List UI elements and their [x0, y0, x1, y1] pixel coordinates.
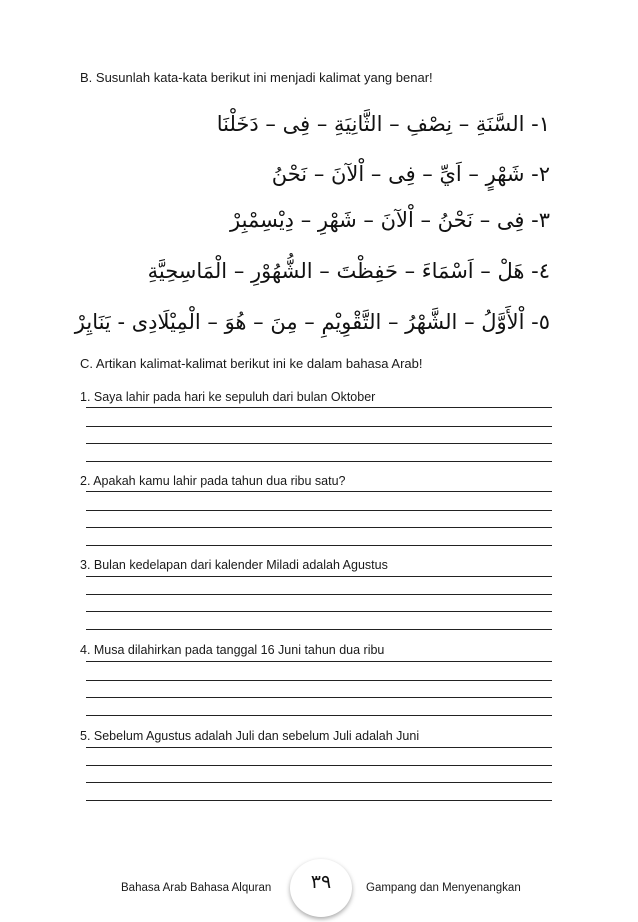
question-5: 5. Sebelum Agustus adalah Juli dan sebelum Juli adalah Juni [80, 729, 420, 743]
answer-line [86, 461, 552, 462]
answer-line [86, 527, 552, 528]
arabic-exercise-4: ٤- هَلْ – اَسْمَاءَ – حَفِظْتَ – الشُّهُوْرِ – الْمَاسِحِيَّةِ [147, 259, 550, 283]
answer-line [86, 715, 552, 716]
answer-line [86, 545, 552, 546]
arabic-exercise-2: ٢- شَهْرٍ – اَيِّ – فِى – اْلآنَ – نَحْنُ [271, 162, 550, 186]
answer-line [86, 594, 552, 595]
answer-line [86, 782, 552, 783]
answer-line [86, 611, 552, 612]
section-b-heading: B. Susunlah kata-kata berikut ini menjadi kalimat yang benar! [80, 70, 433, 85]
arabic-exercise-5: ٥- اْلأَوَّلُ – الشَّهْرُ – التَّقْوِيْمِ – مِنَ – هُوَ – الْمِيْلَادِى - يَنَايِرْ [74, 310, 550, 334]
answer-line [86, 800, 552, 801]
footer-tagline: Gampang dan Menyenangkan [366, 882, 521, 894]
answer-line [86, 491, 552, 492]
answer-line [86, 661, 552, 662]
answer-line [86, 697, 552, 698]
question-1: 1. Saya lahir pada hari ke sepuluh dari bulan Oktober [80, 390, 376, 404]
question-4: 4. Musa dilahirkan pada tanggal 16 Juni tahun dua ribu [80, 643, 385, 657]
answer-line [86, 510, 552, 511]
page-number-badge [290, 859, 352, 917]
question-2: 2. Apakah kamu lahir pada tahun dua ribu satu? [80, 474, 346, 488]
answer-line [86, 747, 552, 748]
answer-line [86, 426, 552, 427]
section-c-heading: C. Artikan kalimat-kalimat berikut ini ke dalam bahasa Arab! [80, 356, 423, 371]
answer-line [86, 576, 552, 577]
footer-book-title: Bahasa Arab Bahasa Alquran [121, 882, 272, 894]
arabic-exercise-1: ١- السَّنَةِ – نِصْفِ – الثَّانِيَةِ – فِى – دَخَلْنَا [216, 112, 550, 136]
question-3: 3. Bulan kedelapan dari kalender Miladi adalah Agustus [80, 558, 388, 572]
page-number: ٣٩ [310, 871, 332, 893]
answer-line [86, 765, 552, 766]
answer-line [86, 407, 552, 408]
arabic-exercise-3: ٣- فِى – نَحْنُ – اْلآنَ – شَهْرِ – دِيْسِمْبِرْ [230, 208, 550, 232]
answer-line [86, 443, 552, 444]
answer-line [86, 629, 552, 630]
answer-line [86, 680, 552, 681]
